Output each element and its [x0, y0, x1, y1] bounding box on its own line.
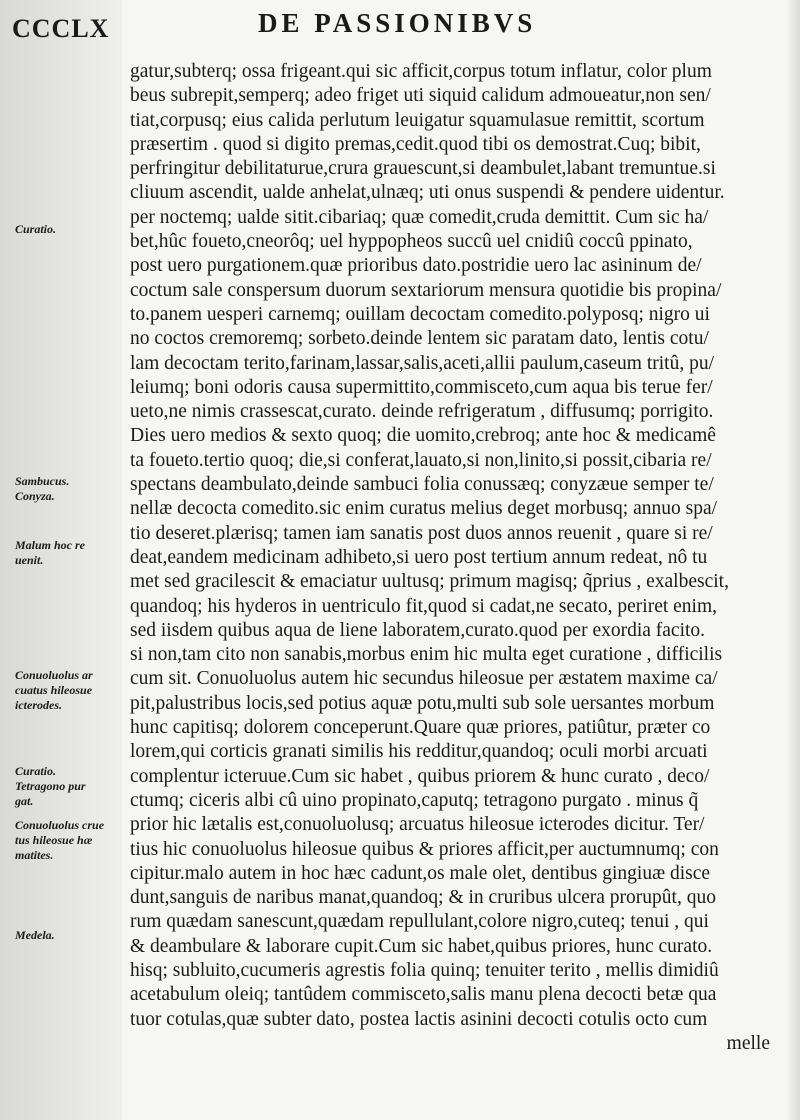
text-line: post uero purgationem.quæ prioribus dato.postridie uero lac asininum de/ [130, 255, 702, 277]
text-line: Dies uero medios & sexto quoq; die uomito,crebroq; ante hoc & medicamê [130, 425, 716, 447]
text-line: pit,palustribus locis,sed potius aquæ potu,multi sub sole uersantes morbum [130, 692, 715, 714]
text-line: ctumq; ciceris albi cû uino propinato,caputq; tetragono purgato . minus q̃ [130, 789, 699, 811]
side-note-conuoluolus-cruentus: Conuoluolus crue tus hileosue hæ matites. [15, 818, 105, 862]
folio-number: CCCLX [12, 14, 110, 43]
text-line: ueto,ne nimis crassescat,curato. deinde refrigeratum , diffusumq; porrigito. [130, 401, 714, 423]
text-line: complentur icteruue.Cum sic habet , quibus priorem & hunc curato , deco/ [130, 765, 710, 787]
text-line: cum sit. Conuoluolus autem hic secundus hileosue per æstatem maxime ca/ [130, 668, 718, 690]
text-line: perfringitur debilitaturue,crura grauescunt,si deambulet,labant tremuntue.si [130, 158, 716, 180]
side-note-curatio: Curatio. [15, 222, 57, 236]
text-line: deat,eandem medicinam adhibeto,si uero post tertium annum redeat, nô tu [130, 546, 708, 568]
text-line: lam decoctam terito,farinam,lassar,salis,aceti,allii paulum,caseum tritû, pu/ [130, 352, 715, 374]
text-line: & deambulare & laborare cupit.Cum sic habet,quibus priores, hunc curato. [130, 935, 713, 957]
page-edge-shadow [786, 0, 800, 1120]
text-line: no coctos cremoremq; sorbeto.deinde lentem sic paratam dato, lentis cotu/ [130, 328, 709, 350]
text-line: quandoq; his hyderos in uentriculo fit,quod si cadat,ne secato, periret enim, [130, 595, 718, 617]
text-line: hunc capitisq; dolorem conceperunt.Quare quæ priores, patiûtur, præter co [130, 717, 711, 739]
text-line: ta foueto.tertio quoq; die,si conferat,lauato,si non,linito,si possit,cibaria re/ [130, 449, 712, 471]
text-line: spectans deambulato,deinde sambuci folia conussæq; conyzæue semper te/ [130, 474, 714, 496]
body-text-block [130, 60, 770, 1056]
text-line: met sed gracilescit & emaciatur uultusq; primum magisq; q̃prius , exalbescit, [130, 571, 729, 593]
side-note-conuoluolus-arcuatus: Conuoluolus ar cuatus hileosue icterodes. [15, 668, 93, 712]
text-line: to.panem uesperi carnemq; ouillam decoctam comedito.polyposq; nigro ui [130, 303, 710, 325]
text-line: nellæ decocta comedito.sic enim curatus melius deget morbusq; annuo spa/ [130, 498, 718, 520]
text-line: tiat,corpusq; eius calida perlutum leuigatur squamulasue remittit, scortum [130, 109, 705, 131]
text-line: bet,hûc foueto,cneorôq; uel hyppopheos succû uel cnidiû coccû ppinato, [130, 231, 693, 253]
text-line: prior hic lætalis est,conuoluolusq; arcuatus hileosue icterodes dicitur. Ter/ [130, 814, 705, 836]
text-line: si non,tam cito non sanabis,morbus enim hic multa eget curatione , difficilis [130, 644, 723, 666]
text-line: rum quædam sanescunt,quædam repullulant,colore nigro,cuteq; tenui , qui [130, 911, 709, 933]
catchword: melle [726, 1032, 770, 1054]
running-head: DE PASSIONIBVS [258, 8, 537, 38]
text-line: per noctemq; ualde sitit.cibariaq; quæ comedit,cruda demittit. Cum sic ha/ [130, 206, 709, 228]
side-note-medela: Medela. [15, 928, 55, 942]
text-line: dunt,sanguis de naribus manat,quandoq; & in cruribus ulcera prorupût, quo [130, 887, 716, 909]
text-line: sed iisdem quibus aqua de liene laboratem,curato.quod per exordia facito. [130, 619, 706, 641]
text-line: cipitur.malo autem in hoc hæc cadunt,os male olet, dentibus gingiuæ disce [130, 862, 711, 884]
text-line: tius hic conuoluolus hileosue quibus & priores afficit,per auctumnumq; con [130, 838, 719, 860]
side-note-malum-reuenit: Malum hoc re uenit. [15, 538, 86, 567]
text-line: tuor cotulas,quæ subter dato, postea lactis asinini decocti cotulis octo cum [130, 1008, 708, 1030]
text-line: præsertim . quod si digito premas,cedit.quod tibi os demostrat.Cuq; bibit, [130, 133, 701, 155]
text-line: acetabulum oleiq; tantûdem commisceto,salis manu plena decocti betæ qua [130, 984, 717, 1006]
text-line: cliuum ascendit, ualde anhelat,ulnæq; uti onus suspendi & pendere uidentur. [130, 182, 725, 204]
text-line: hisq; subluito,cucumeris agrestis folia quinq; tenuiter terito , mellis dimidiû [130, 959, 719, 981]
text-line: beus subrepit,semperq; adeo friget uti siquid calidum admoueatur,non sen/ [130, 85, 711, 107]
text-line: leiumq; boni odoris causa supermittito,commisceto,cum aqua bis terue fer/ [130, 376, 713, 398]
text-line: tio deseret.plærisq; tamen iam sanatis post duos annos reuenit , quare si re/ [130, 522, 713, 544]
side-note-curatio-tetragono: Curatio. Tetragono pur gat. [15, 764, 86, 808]
text-line: gatur,subterq; ossa frigeant.qui sic afficit,corpus totum inflatur, color plum [130, 61, 712, 82]
text-line: lorem,qui corticis granati similis his redditur,quandoq; oculi morbi arcuati [130, 741, 708, 763]
text-line: coctum sale conspersum duorum sextariorum mensura quotidie bis propina/ [130, 279, 722, 301]
side-note-sambucus-conyza: Sambucus. Conyza. [15, 474, 70, 503]
